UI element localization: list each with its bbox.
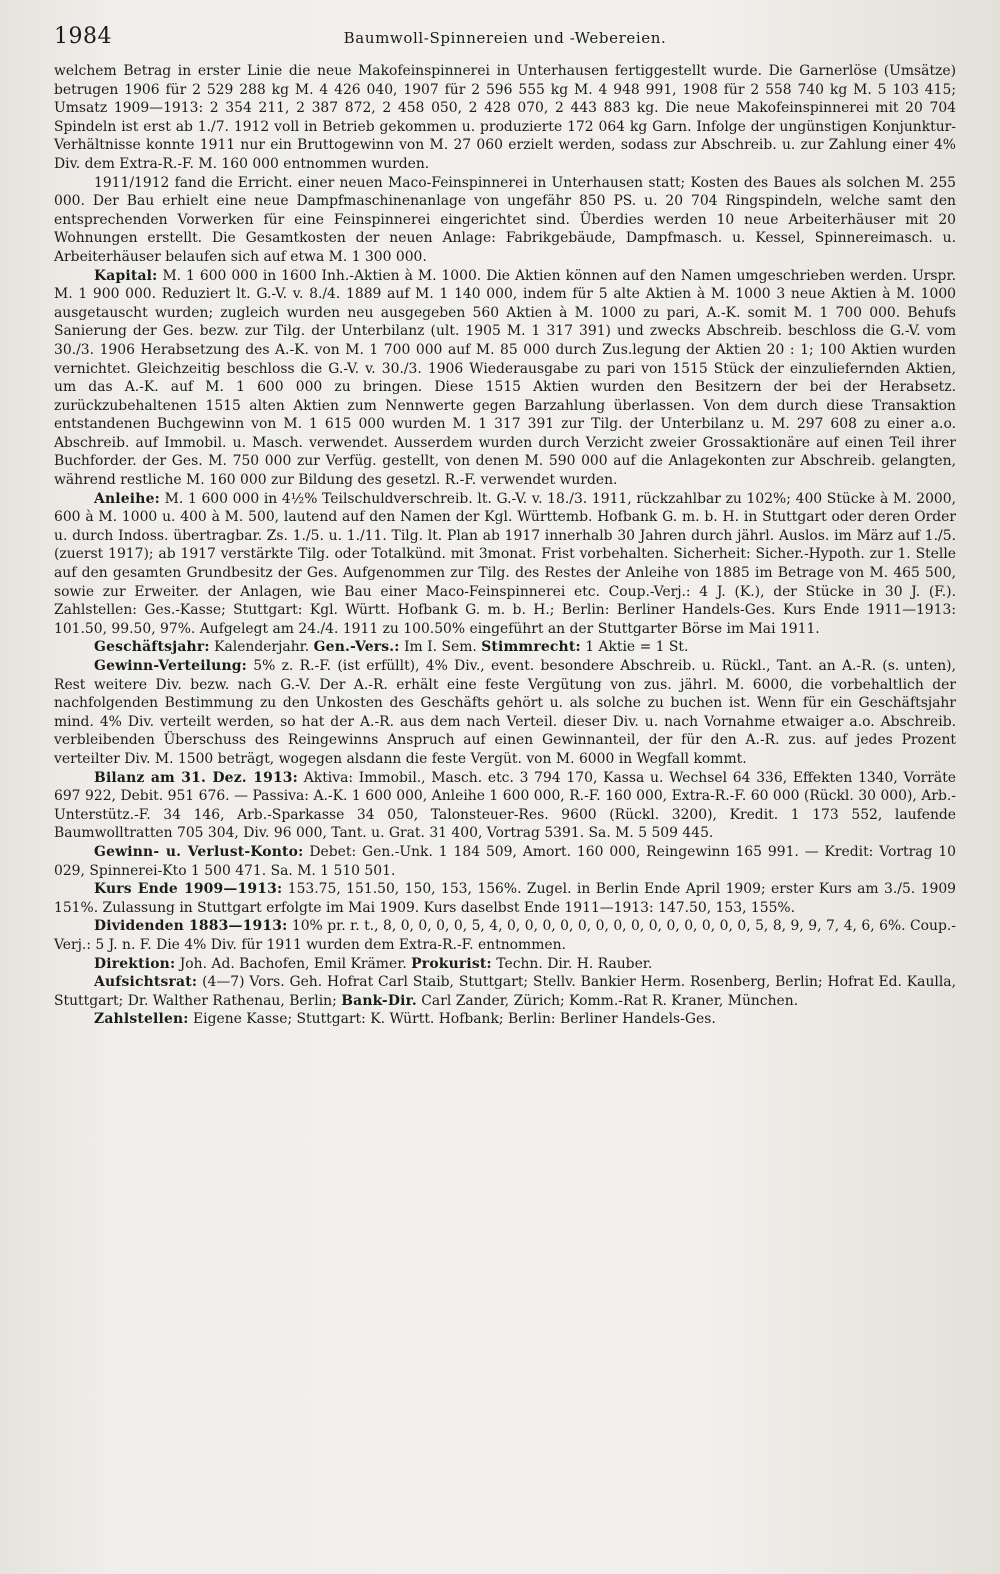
section-zahlstellen: Zahlstellen: Eigene Kasse; Stuttgart: K. Württ. Hofbank; Berlin: Berliner Handels-Ges. <box>94 1011 716 1028</box>
section-label: Geschäftsjahr: <box>94 639 210 656</box>
section-label: Bilanz am 31. Dez. 1913: <box>94 769 299 786</box>
section-geschaeftsjahr: Geschäftsjahr: Kalenderjahr. Gen.-Vers.: Im I. Sem. Stimmrecht: 1 Aktie = 1 St. <box>94 639 689 656</box>
section-label: Gewinn-Verteilung: <box>94 658 247 674</box>
section-direktion: Direktion: Joh. Ad. Bachofen, Emil Krämer. Prokurist: Techn. Dir. H. Rauber. <box>94 955 653 972</box>
section-label: Zahlstellen: <box>94 1011 189 1028</box>
section-label: Kurs Ende 1909—1913: <box>94 881 283 898</box>
section-label: Dividenden 1883—1913: <box>94 918 288 935</box>
section-dividenden: Dividenden 1883—1913: 10% pr. r. t., 8, 0, 0, 0, 0, 5, 4, 0, 0, 0, 0, 0, 0, 0, 0, 0, 0, 0, 0, 0, 0, 5, 8, 9, 9, 7, 4, 6, 6%. Coup.-Verj.: 5 J. n. F. Die 4% Div. für 1911 wurden dem Extra-R.-F. entnommen. <box>54 918 956 953</box>
section-label: Aufsichtsrat: <box>94 974 198 991</box>
page-number: 1984 <box>54 24 112 49</box>
page-header <box>54 20 956 62</box>
section-label: Prokurist: <box>411 955 492 972</box>
section-anleihe: Anleihe: M. 1 600 000 in 4½% Teilschuldverschreib. lt. G.-V. v. 18./3. 1911, rückzahlbar zu 102%; 400 Stücke à M. 2000, 600 à M. 1000 u. 400 à M. 500, lautend auf den Namen der Kgl. Württemb. Hofbank G. m. b. H. in Stuttgart oder deren Order u. durch Indoss. übertragbar. Zs. 1./5. u. 1./11. Tilg. lt. Plan ab 1917 innerhalb 30 Jahren durch jährl. Auslos. im März auf 1./5. (zuerst 1917); ab 1917 verstärkte Tilg. oder Totalkünd. mit 3monat. Frist vorbehalten. Sicherheit: Sicher.-Hypoth. zur 1. Stelle auf den gesamten Grundbesitz der Ges. Aufgenommen zur Tilg. des Restes der Anleihe von 1885 im Betrage von M. 465 500, sowie zur Erweiter. der Anlagen, wie Bau einer Maco-Feinspinnerei etc. Coup.-Verj.: 4 J. (K.), der Stücke in 30 J. (F.). Zahlstellen: Ges.-Kasse; Stuttgart: Kgl. Württ. Hofbank G. m. b. H.; Berlin: Berliner Handels-Ges. Kurs Ende 1911—1913: 101.50, 99.50, 97%. Aufgelegt am 24./4. 1911 zu 100.50% eingeführt an der Stuttgarter Börse im Mai 1911. <box>54 490 956 637</box>
section-aufsichtsrat: Aufsichtsrat: (4—7) Vors. Geh. Hofrat Carl Staib, Stuttgart; Stellv. Bankier Herm. Rosenberg, Berlin; Hofrat Ed. Kaulla, Stuttgart; Dr. Walther Rathenau, Berlin; Bank-Dir. Carl Zander, Zürich; Komm.-Rat R. Kraner, München. <box>54 974 956 1009</box>
section-kurs: Kurs Ende 1909—1913: 153.75, 151.50, 150, 153, 156%. Zugel. in Berlin Ende April 1909; erster Kurs am 3./5. 1909 151%. Zulassung in Stuttgart erfolgte im Mai 1909. Kurs daselbst Ende 1911—1913: 147.50, 153, 155%. <box>54 881 956 916</box>
section-gewinn-verlust-konto: Gewinn- u. Verlust-Konto: Debet: Gen.-Unk. 1 184 509, Amort. 160 000, Reingewinn 165 991. — Kredit: Vortrag 10 029, Spinnerei-Kto 1 500 471. Sa. M. 1 510 501. <box>54 843 957 879</box>
running-title: Baumwoll-Spinnereien und -Webereien. <box>343 29 667 47</box>
section-kapital: Kapital: M. 1 600 000 in 1600 Inh.-Aktien à M. 1000. Die Aktien können auf den Namen umgeschrieben werden. Urspr. M. 1 900 000. Reduziert lt. G.-V. v. 8./4. 1889 auf M. 1 140 000, indem für 5 alte Aktien à M. 1000 3 neue Aktien à M. 1000 ausgetauscht wurden; zugleich wurden neu ausgegeben 560 Aktien à M. 1000 zu pari, A.-K. somit M. 1 700 000. Behufs Sanierung der Ges. bezw. zur Tilg. der Unterbilanz (ult. 1905 M. 1 317 391) und zwecks Abschreib. beschloss die G.-V. vom 30./3. 1906 Herabsetzung des A.-K. von M. 1 700 000 auf M. 85 000 durch Zus.legung der Aktien 20 : 1; 100 Aktien wurden vernichtet. Gleichzeitig beschloss die G.-V. v. 30./3. 1906 Wiederausgabe zu pari von 1515 Stück der einzuliefernden Aktien, um das A.-K. auf M. 1 600 000 zu bringen. Diese 1515 Aktien wurden den Besitzern der bei der Herabsetz. zurückzubehaltenen 1515 alten Aktien zum Nennwerte gegen Barzahlung überlassen. Von dem durch diese Transaktion entstandenen Buchgewinn von M. 1 615 000 wurden M. 1 317 391 zur Tilg. der Unterbilanz u. M. 297 608 zu einer a.o. Abschreib. auf Immobil. u. Masch. verwendet. Ausserdem wurden durch Verzicht zweier Grossaktionäre auf einen Teil ihrer Buchforder. der Ges. M. 750 000 zur Verfüg. gestellt, von denen M. 590 000 auf die Anlagekonten zur Abschreib. gelangten, während restliche M. 160 000 zur Bildung des gesetzl. R.-F. verwendet wurden. <box>54 267 956 489</box>
paragraph-construction: 1911/1912 fand die Erricht. einer neuen Maco-Feinspinnerei in Unterhausen statt; Kosten des Baues als solchen M. 255 000. Der Bau erhielt eine neue Dampfmaschinenanlage von ungefähr 850 PS. u. 20 704 Ringspindeln, welche samt den entsprechenden Vorwerken für eine Feinspinnerei eingerichtet sind. Überdies werden 10 neue Arbeiterhäuser mit 20 Wohnungen erstellt. Die Gesamtkosten der neuen Anlage: Fabrikgebäude, Dampfmasch. u. Kessel, Spinnereimasch. u. Arbeiterhäuser belaufen sich auf etwa M. 1 300 000. <box>54 174 956 265</box>
section-label: Anleihe: <box>94 490 160 507</box>
section-label: Kapital: <box>94 267 158 284</box>
section-label: Gen.-Vers.: <box>313 639 400 656</box>
section-label: Direktion: <box>94 955 176 972</box>
section-label: Stimmrecht: <box>481 639 581 656</box>
section-gewinn-verteilung: Gewinn-Verteilung: 5% z. R.-F. (ist erfüllt), 4% Div., event. besondere Abschreib. u. Rückl., Tant. an A.-R. (s. unten), Rest weitere Div. bezw. nach G.-V. Der A.-R. erhält eine feste Vergütung von zus. jährl. M. 6000, die vorbehaltlich der nachfolgenden Bestimmung zu den Unkosten des Geschäfts gehört u. als solche zu buchen ist. Wenn für ein Geschäftsjahr mind. 4% Div. verteilt werden, so hat der A.-R. aus dem nach Verteil. dieser Div. u. nach Vornahme etwaiger a.o. Abschreib. verbleibenden Überschuss des Reingewinns Anspruch auf einen Gewinnanteil, der für den A.-R. zus. auf jedes Prozent verteilter Div. M. 1500 beträgt, wogegen alsdann die feste Vergüt. von M. 6000 in Wegfall kommt. <box>54 658 957 767</box>
section-bilanz: Bilanz am 31. Dez. 1913: Aktiva: Immobil., Masch. etc. 3 794 170, Kassa u. Wechsel 64 336, Effekten 1340, Vorräte 697 922, Debit. 951 676. — Passiva: A.-K. 1 600 000, Anleihe 1 600 000, R.-F. 160 000, Extra-R.-F. 60 000 (Rückl. 30 000), Arb.-Unterstütz.-F. 34 146, Arb.-Sparkasse 34 050, Talonsteuer-Res. 9600 (Rückl. 3200), Kredit. 1 173 552, laufende Baumwolltratten 705 304, Div. 96 000, Tant. u. Grat. 31 400, Vortrag 5391. Sa. M. 5 509 445. <box>54 769 957 842</box>
section-label: Bank-Dir. <box>341 992 417 1009</box>
document-body <box>54 62 956 1029</box>
section-label: Gewinn- u. Verlust-Konto: <box>94 843 304 860</box>
paragraph-intro: welchem Betrag in erster Linie die neue Makofeinspinnerei in Unterhausen fertiggestellt wurde. Die Garnerlöse (Umsätze) betrugen 1906 für 2 529 288 kg M. 4 426 040, 1907 für 2 596 555 kg M. 4 948 991, 1908 für 2 558 740 kg M. 5 103 415; Umsatz 1909—1913: 2 354 211, 2 387 872, 2 458 050, 2 428 070, 2 443 883 kg. Die neue Makofeinspinnerei mit 20 704 Spindeln ist erst ab 1./7. 1912 voll in Betrieb gekommen u. produzierte 172 064 kg Garn. Infolge der ungünstigen Konjunktur-Verhältnisse konnte 1911 nur ein Bruttogewinn von M. 27 060 erzielt werden, sodass zur Abschreib. u. zur Zahlung einer 4% Div. dem Extra-R.-F. M. 160 000 entnommen wurden. <box>54 63 956 172</box>
